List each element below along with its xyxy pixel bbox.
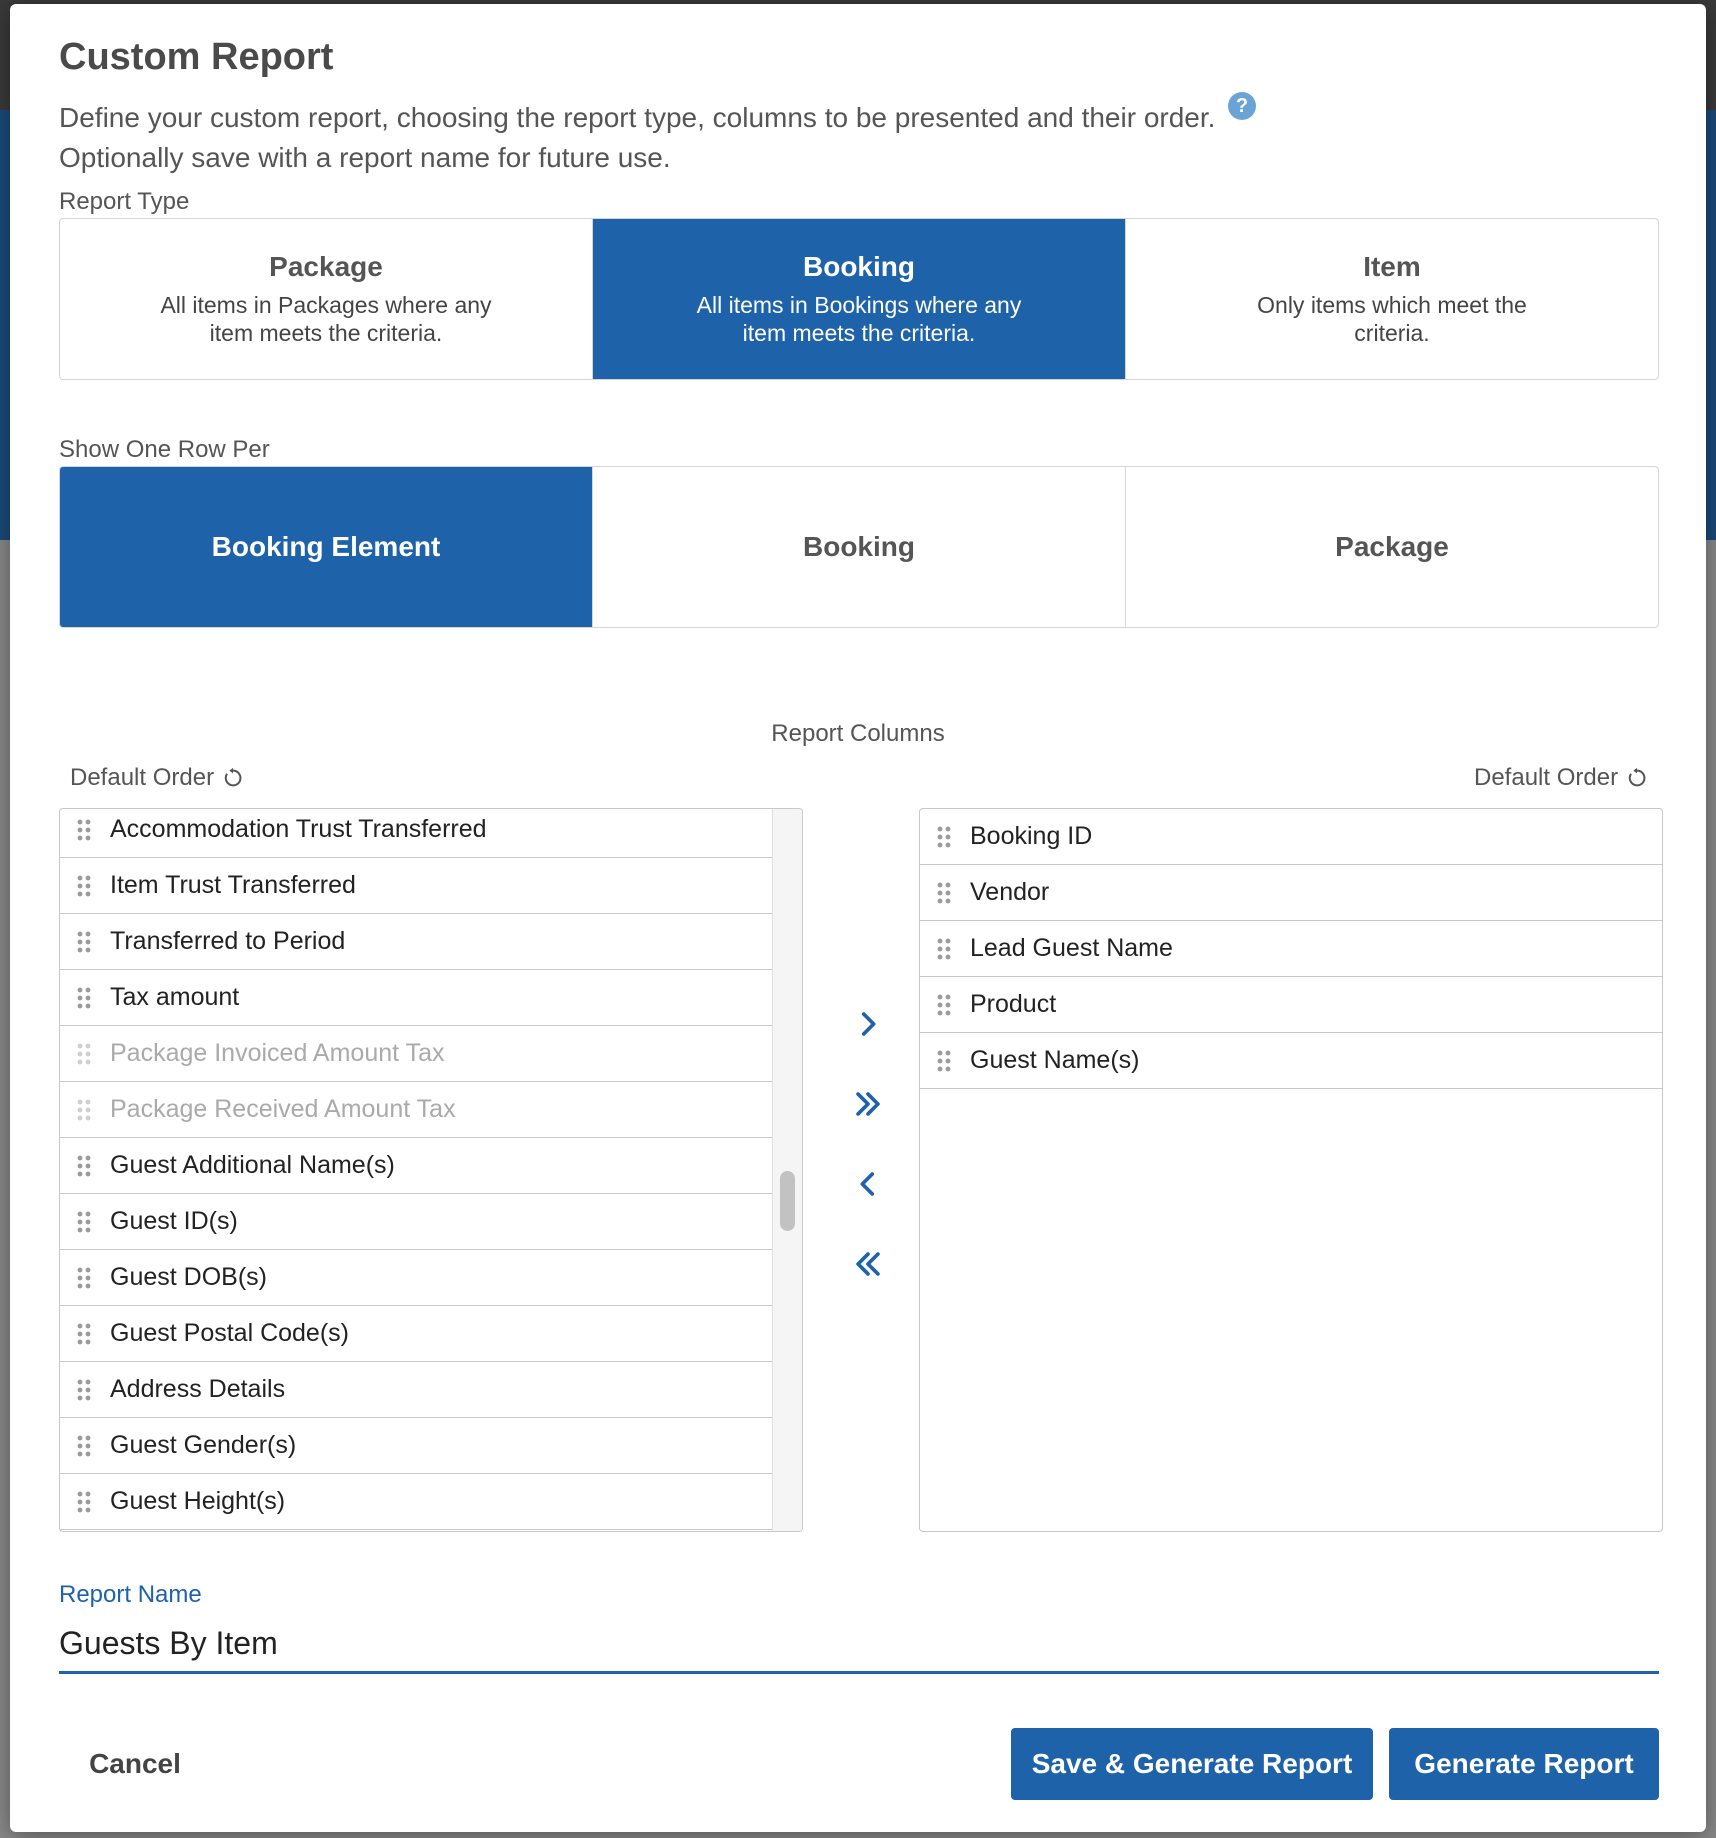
selected-column-label: Vendor [970, 878, 1050, 906]
row-per-booking-element-label: Booking Element [211, 531, 441, 562]
row-per-booking-label: Booking [803, 531, 915, 562]
scrollbar-thumb[interactable] [780, 1171, 795, 1231]
dialog-description [59, 98, 1279, 178]
available-column-item[interactable] [60, 914, 772, 970]
available-column-item[interactable] [60, 858, 772, 914]
row-per-selector [59, 466, 1659, 628]
available-column-label: Address Details [110, 1375, 286, 1403]
report-type-selector [59, 218, 1659, 380]
drag-handle-icon [77, 875, 91, 897]
move-right-button[interactable] [846, 1002, 890, 1046]
available-column-item[interactable] [60, 1306, 772, 1362]
available-column-item [60, 1026, 772, 1082]
report-type-package-subtitle: All items in Packages where any item meets the criteria. [160, 292, 492, 346]
report-name-label: Report Name [59, 1581, 202, 1608]
available-column-label: Transferred to Period [110, 927, 346, 955]
help-icon[interactable]: ? [1228, 92, 1256, 120]
reset-icon [1626, 767, 1648, 789]
row-per-booking-element[interactable] [60, 467, 593, 627]
dialog-title: Custom Report [59, 36, 334, 78]
available-column-item[interactable] [60, 1362, 772, 1418]
left-default-order-button[interactable] [70, 764, 244, 792]
report-type-package[interactable] [60, 219, 593, 379]
right-default-order-label: Default Order [1474, 764, 1619, 791]
selected-column-item[interactable] [920, 977, 1662, 1033]
report-type-item-subtitle: Only items which meet the criteria. [1257, 292, 1527, 346]
description-line-2: Optionally save with a report name for future use. [59, 142, 671, 173]
report-name-input[interactable] [59, 1616, 1659, 1674]
drag-handle-icon [937, 882, 951, 904]
left-default-order-label: Default Order [70, 764, 215, 791]
available-column-label: Guest Gender(s) [110, 1431, 297, 1459]
drag-handle-icon [77, 1155, 91, 1177]
save-generate-report-button[interactable]: Save & Generate Report [1011, 1728, 1373, 1800]
available-column-label: Guest DOB(s) [110, 1263, 267, 1291]
right-default-order-button[interactable] [1474, 764, 1648, 792]
move-all-right-button[interactable] [846, 1082, 890, 1126]
available-column-label: Guest Height(s) [110, 1487, 286, 1515]
available-column-item[interactable] [60, 808, 772, 858]
description-line-1: Define your custom report, choosing the report type, columns to be presented and their order. [59, 102, 1216, 133]
drag-handle-icon [77, 1323, 91, 1345]
drag-handle-icon [77, 1099, 91, 1121]
custom-report-dialog [10, 4, 1706, 1832]
drag-handle-icon [77, 1379, 91, 1401]
available-column-label: Guest Postal Code(s) [110, 1319, 349, 1347]
selected-column-label: Lead Guest Name [970, 934, 1173, 962]
available-column-item[interactable] [60, 1418, 772, 1474]
available-column-label: Package Received Amount Tax [110, 1095, 456, 1123]
drag-handle-icon [77, 1435, 91, 1457]
report-type-booking-subtitle: All items in Bookings where any item meets the criteria. [696, 292, 1022, 346]
drag-handle-icon [77, 931, 91, 953]
row-per-package-label: Package [1335, 531, 1449, 562]
available-column-item[interactable] [60, 1250, 772, 1306]
available-column-label: Accommodation Trust Transferred [110, 815, 487, 843]
drag-handle-icon [77, 1491, 91, 1513]
report-type-item-title: Item [1363, 251, 1421, 282]
available-column-item[interactable] [60, 1194, 772, 1250]
report-columns-label: Report Columns [771, 720, 945, 747]
selected-column-item[interactable] [920, 921, 1662, 977]
selected-column-label: Product [970, 990, 1057, 1018]
drag-handle-icon [937, 826, 951, 848]
available-column-label: Guest Additional Name(s) [110, 1151, 395, 1179]
selected-column-item[interactable] [920, 1033, 1662, 1089]
drag-handle-icon [937, 1050, 951, 1072]
selected-columns-list[interactable] [919, 808, 1663, 1532]
report-type-item[interactable] [1126, 219, 1658, 379]
move-all-left-button[interactable] [846, 1242, 890, 1286]
report-type-booking-title: Booking [803, 251, 915, 282]
drag-handle-icon [77, 1267, 91, 1289]
drag-handle-icon [937, 938, 951, 960]
cancel-button[interactable]: Cancel [70, 1728, 200, 1800]
chevron-right-icon [851, 1007, 885, 1041]
selected-column-label: Guest Name(s) [970, 1046, 1140, 1074]
available-column-item [60, 1082, 772, 1138]
double-chevron-right-icon [851, 1087, 885, 1121]
drag-handle-icon [937, 994, 951, 1016]
generate-report-button[interactable]: Generate Report [1389, 1728, 1659, 1800]
selected-column-item[interactable] [920, 809, 1662, 865]
available-columns-scrollbar[interactable] [772, 809, 802, 1531]
double-chevron-left-icon [851, 1247, 885, 1281]
drag-handle-icon [77, 819, 91, 841]
drag-handle-icon [77, 1211, 91, 1233]
report-type-label: Report Type [59, 188, 190, 215]
available-column-label: Package Invoiced Amount Tax [110, 1039, 445, 1067]
selected-column-item[interactable] [920, 865, 1662, 921]
report-type-package-title: Package [269, 251, 383, 282]
move-left-button[interactable] [846, 1162, 890, 1206]
row-per-package[interactable] [1126, 467, 1658, 627]
available-column-label: Item Trust Transferred [110, 871, 356, 899]
available-column-item[interactable] [60, 1474, 772, 1530]
reset-icon [222, 767, 244, 789]
row-per-booking[interactable] [593, 467, 1126, 627]
row-per-label: Show One Row Per [59, 436, 270, 463]
available-column-label: Tax amount [110, 983, 240, 1011]
drag-handle-icon [77, 987, 91, 1009]
report-type-booking[interactable] [593, 219, 1126, 379]
selected-column-label: Booking ID [970, 822, 1093, 850]
available-column-label: Guest ID(s) [110, 1207, 238, 1235]
available-columns-list[interactable] [59, 808, 803, 1532]
available-column-item[interactable] [60, 1138, 772, 1194]
chevron-left-icon [851, 1167, 885, 1201]
drag-handle-icon [77, 1043, 91, 1065]
available-column-item[interactable] [60, 970, 772, 1026]
